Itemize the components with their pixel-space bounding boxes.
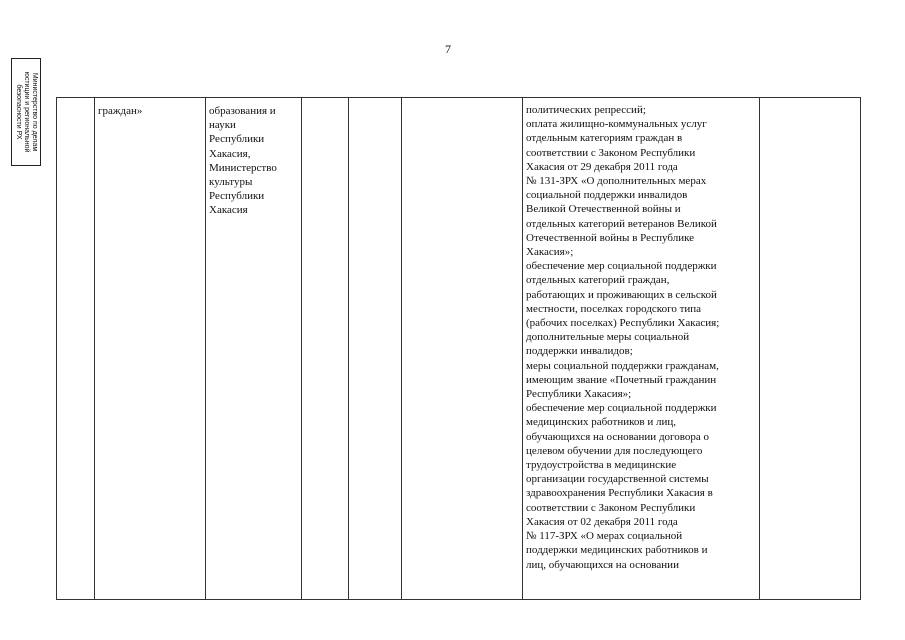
text-line: политических репрессий; bbox=[526, 104, 646, 116]
text-line: Хакасия bbox=[209, 204, 248, 217]
stamp-line: юстиции и региональной bbox=[23, 71, 30, 153]
text-line: № 131-ЗРХ «О дополнительных мерах bbox=[526, 175, 707, 188]
text-line: лиц, обучающихся на основании bbox=[526, 558, 679, 571]
text-line: Министерство bbox=[209, 161, 277, 174]
text-line: оплата жилищно-коммунальных услуг bbox=[526, 118, 707, 131]
text-line: поддержки медицинских работников и bbox=[526, 544, 708, 557]
text-line: трудоустройства в медицинские bbox=[526, 459, 677, 472]
stamp-line: безопасности РХ bbox=[15, 84, 22, 140]
text-line: Хакасия, bbox=[209, 147, 251, 160]
text-line: культуры bbox=[209, 176, 253, 189]
text-line: Республики bbox=[209, 133, 265, 146]
text-line: обеспечение мер социальной поддержки bbox=[526, 402, 717, 415]
text-line: № 117-ЗРХ «О мерах социальной bbox=[526, 530, 683, 543]
text-line: Хакасия от 02 декабря 2011 года bbox=[526, 515, 678, 528]
text-line: социальной поддержки инвалидов bbox=[526, 189, 688, 202]
text-line: меры социальной поддержки гражданам, bbox=[526, 359, 719, 372]
cell-empty-3 bbox=[402, 98, 523, 600]
text-line: целевом обучении для последующего bbox=[526, 444, 703, 457]
text-line: организации государственной системы bbox=[526, 473, 709, 486]
registration-stamp bbox=[11, 58, 41, 166]
cell-empty-4 bbox=[760, 98, 861, 600]
cell-program-name bbox=[95, 98, 206, 600]
text-line: Хакасия»; bbox=[526, 246, 574, 259]
text-line: Хакасия от 29 декабря 2011 года bbox=[526, 160, 678, 173]
text-line: Великой Отечественной войны и bbox=[526, 203, 681, 216]
text-line: науки bbox=[209, 119, 236, 132]
text-line: соответствии с Законом Республики bbox=[526, 501, 696, 514]
text-line: работающих и проживающих в сельской bbox=[526, 288, 717, 301]
text-line: образования и bbox=[209, 105, 276, 117]
page-number: 7 bbox=[445, 42, 451, 56]
text-line: соответствии с Законом Республики bbox=[526, 146, 696, 159]
cell-empty-2 bbox=[349, 98, 402, 600]
text-line: местности, поселках городского типа bbox=[526, 302, 702, 315]
program-name-text bbox=[95, 98, 205, 599]
cell-executors bbox=[206, 98, 302, 600]
text-line: здравоохранения Республики Хакасия в bbox=[526, 487, 713, 500]
stamp-line: Министерство по делам bbox=[31, 72, 38, 152]
text-line: медицинских работников и лиц, bbox=[526, 416, 676, 429]
stamp-text bbox=[14, 60, 38, 164]
executors-text bbox=[206, 98, 301, 599]
cell-number bbox=[57, 98, 95, 600]
text-line: обучающихся на основании договора о bbox=[526, 430, 710, 443]
cell-empty-1 bbox=[302, 98, 349, 600]
text-line: отдельных категорий граждан, bbox=[526, 274, 670, 287]
cell-measures bbox=[523, 98, 760, 600]
text-line: отдельным категориям граждан в bbox=[526, 132, 683, 145]
program-table bbox=[56, 97, 861, 600]
text-line: обеспечение мер социальной поддержки bbox=[526, 260, 717, 273]
measures-text bbox=[523, 98, 759, 599]
text-line: Республики Хакасия»; bbox=[526, 388, 632, 401]
text-line: (рабочих поселках) Республики Хакасия; bbox=[526, 317, 720, 330]
text-line: отдельных категорий ветеранов Великой bbox=[526, 217, 717, 230]
text-line: дополнительные меры социальной bbox=[526, 331, 690, 344]
text-line: Республики bbox=[209, 190, 265, 203]
text-line: имеющим звание «Почетный гражданин bbox=[526, 373, 717, 386]
text-line: Отечественной войны в Республике bbox=[526, 231, 695, 244]
table-row bbox=[57, 98, 861, 600]
text-line: поддержки инвалидов; bbox=[526, 345, 633, 358]
text-line: граждан» bbox=[98, 105, 143, 117]
